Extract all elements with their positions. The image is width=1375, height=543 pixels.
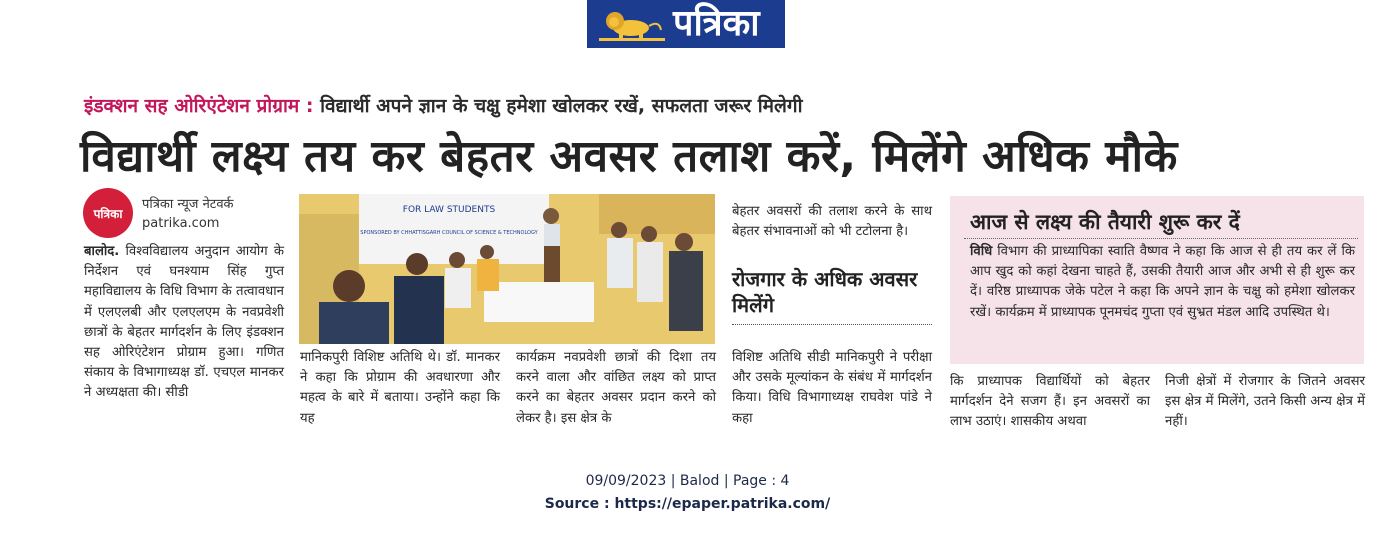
subheading-rule <box>732 324 932 325</box>
patrika-logo-badge: पत्रिका <box>83 188 133 238</box>
headline: विद्यार्थी लक्ष्य तय कर बेहतर अवसर तलाश करें, मिलेंगे अधिक मौके <box>80 131 1178 182</box>
body-column-3: कार्यक्रम नवप्रवेशी छात्रों की दिशा तय करने वाला और वांछित लक्ष्य को प्राप्त करने का बेहतर अवसर प्रदान करने को लेकर है। इस क्षेत्र के <box>516 350 716 426</box>
subheading: रोजगार के अधिक अवसर मिलेंगे <box>732 267 918 317</box>
byline-network: पत्रिका न्यूज नेटवर्क <box>142 197 234 212</box>
banner-line-2: SPONSORED BY CHHATTISGARH COUNCIL OF SCIENCE & TECHNOLOGY <box>360 230 538 236</box>
event-photo-illustration <box>299 194 715 344</box>
body-column-1 <box>84 242 284 404</box>
boxed-story-body <box>970 242 1355 323</box>
body-column-4-top: बेहतर अवसरों की तलाश करने के साथ बेहतर संभावनाओं को भी टटोलना है। <box>732 204 932 240</box>
boxed-story-lead: विधि <box>970 244 993 259</box>
footer-source: Source : https://epaper.patrika.com/ <box>544 496 831 512</box>
dateline: बालोद. <box>84 244 120 259</box>
boxed-story-title: आज से लक्ष्य की तैयारी शुरू कर दें <box>970 210 1240 234</box>
kicker-text: विद्यार्थी अपने ज्ञान के चक्षु हमेशा खोलकर रखें, सफलता जरूर मिलेगी <box>320 95 803 117</box>
body-column-5: कि प्राध्यापक विद्यार्थियों को बेहतर मार्गदर्शन देने सजग हैं। इन अवसरों का लाभ उठाएं। शासकीय अथवा <box>950 374 1150 430</box>
footer-date-info: 09/09/2023 | Balod | Page : 4 <box>585 473 790 489</box>
boxed-story-text: विभाग की प्राध्यापिका स्वाति वैष्णव ने कहा कि आज से ही तय कर लें कि आप खुद को कहां देखना चाहते हैं, उसकी तैयारी आज और अभी से ही शुरू कर दें। वरिष्ठ प्राध्यापक जेके पटेल ने कहा कि अपने ज्ञान के चक्षु को हमेशा खोलकर रखें। कार्यक्रम में प्राध्यापक पूनमचंद गुप्ता एवं सुभ्रत मंडल आदि उपस्थित थे। <box>970 244 1355 320</box>
kicker-label: इंडक्शन सह ओरिएंटेशन प्रोग्राम <box>84 95 300 117</box>
kicker-separator: : <box>305 95 314 117</box>
kicker <box>84 92 803 118</box>
brand-name: पत्रिका <box>673 3 760 44</box>
boxed-story-rule <box>964 238 1358 239</box>
body-column-6: निजी क्षेत्रों में रोजगार के जितने अवसर इस क्षेत्र में मिलेंगे, उतने किसी अन्य क्षेत्र में नहीं। <box>1165 374 1365 430</box>
byline-site: patrika.com <box>142 216 220 231</box>
col1-text: विश्वविद्यालय अनुदान आयोग के निर्देशन एवं घनश्याम सिंह गुप्त महाविद्यालय के विधि विभाग के तत्वावधान में एलएलबी और एलएलएम के नवप्रवेशी छात्रों के बेहतर मार्गदर्शन के लिए इंडक्शन सह ओरिएंटेशन प्रोग्राम हुआ। गणित संकाय के विभागाध्यक्ष डॉ. एचएल मानकर ने अध्यक्षता की। सीडी <box>84 244 284 401</box>
body-column-2: मानिकपुरी विशिष्ट अतिथि थे। डॉ. मानकर ने कहा कि प्रोग्राम की अवधारणा और महत्व के बारे में बताया। उन्होंने कहा कि यह <box>300 350 500 426</box>
lion-icon <box>597 4 667 44</box>
masthead <box>587 0 785 48</box>
body-column-4-bottom: विशिष्ट अतिथि सीडी मानिकपुरी ने परीक्षा और उसके मूल्यांकन के संबंध में मार्गदर्शन किया। विधि विभागाध्यक्ष राघवेश पांडे ने कहा <box>732 350 932 426</box>
event-photo <box>299 194 715 344</box>
banner-line-1: FOR LAW STUDENTS <box>402 205 496 215</box>
